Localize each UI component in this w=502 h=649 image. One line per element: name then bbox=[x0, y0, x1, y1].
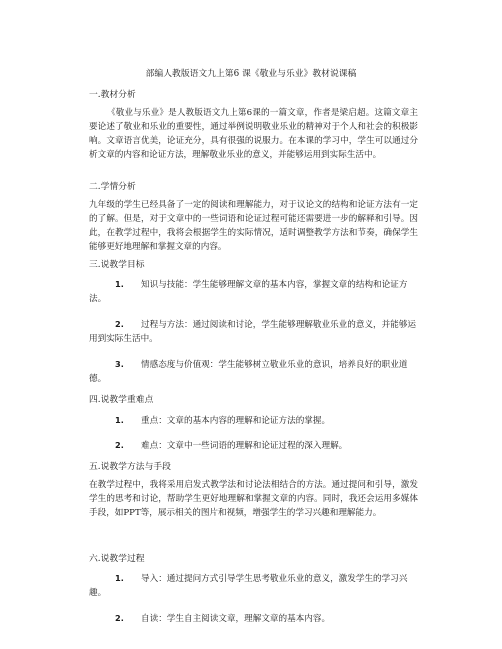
list-item-text: 自读：学生自主阅读文章，理解文章的基本内容。 bbox=[141, 614, 331, 624]
list-item-text: 过程与方法：通过阅读和讨论，学生能够理解敬业乐业的意义，并能够运用到实际生活中。 bbox=[89, 320, 417, 345]
list-item-text: 重点：文章的基本内容的理解和论证方法的掌握。 bbox=[141, 416, 331, 426]
list-item bbox=[89, 317, 418, 346]
section-heading-student-analysis: 二.学情分析 bbox=[89, 182, 136, 192]
section-heading-textbook-analysis: 一.教材分析 bbox=[89, 90, 136, 100]
section-heading-teaching-goals: 三.说教学目标 bbox=[89, 260, 145, 270]
list-item-number: 1. bbox=[115, 279, 124, 289]
list-item-text: 情感态度与价值观：学生能够树立敬业乐业的意识，培养良好的职业道德。 bbox=[89, 360, 408, 385]
list-item-text: 难点：文章中一些词语的理解和论证过程的深入理解。 bbox=[141, 441, 348, 451]
list-item bbox=[89, 571, 418, 600]
list-item-number: 2. bbox=[115, 613, 124, 623]
list-item-number: 2. bbox=[115, 440, 124, 450]
section-heading-key-difficult-points: 四.说教学重难点 bbox=[89, 395, 154, 405]
list-item bbox=[89, 611, 418, 626]
list-item-number: 1. bbox=[115, 415, 124, 425]
list-item-text: 知识与技能：学生能够理解文章的基本内容，掌握文章的结构和论证方法。 bbox=[89, 280, 408, 305]
list-item bbox=[89, 357, 418, 386]
list-item-number: 1. bbox=[115, 573, 124, 583]
list-item bbox=[89, 277, 418, 306]
section-paragraph-textbook-analysis: 《敬业与乐业》是人教版语文九上第6课的一篇文章，作者是梁启超。这篇文章主要论述了敬业和乐业的重要性，通过举例说明敬业乐业的精神对于个人和社会的积极影响。文章语言优美，论证充分，具有很强的说服力。在本课的学习中，学生可以通过分析文章的内容和论证方法，理解敬业乐业的意义，并能够运用到实际生活中。 bbox=[89, 108, 418, 161]
section-heading-teaching-process: 六.说教学过程 bbox=[89, 554, 145, 564]
list-item-text: 导入：通过提问方式引导学生思考敬业乐业的意义，激发学生的学习兴趣。 bbox=[89, 574, 408, 599]
list-item-number: 3. bbox=[115, 359, 124, 369]
document-title: 部编人教版语文九上第6 课《敬业与乐业》教材说课稿 bbox=[145, 69, 357, 79]
section-heading-methods: 五.说教学方法与手段 bbox=[89, 462, 171, 472]
list-item bbox=[89, 438, 418, 453]
list-item-number: 2. bbox=[115, 319, 124, 329]
list-item bbox=[89, 413, 418, 428]
section-paragraph-methods: 在教学过程中，我将采用启发式教学法和讨论法相结合的方法。通过提问和引导，激发学生的思考和讨论，帮助学生更好地理解和掌握文章的内容。同时，我还会运用多媒体手段，如PPT等，展示相关的图片和视频，增强学生的学习兴趣和理解能力。 bbox=[89, 480, 418, 519]
section-paragraph-student-analysis: 九年级的学生已经具备了一定的阅读和理解能力，对于议论文的结构和论证方法有一定的了解。但是，对于文章中的一些词语和论证过程可能还需要进一步的解释和引导。因此，在教学过程中，我将会根据学生的实际情况，适时调整教学方法和节奏，确保学生能够更好地理解和掌握文章的内容。 bbox=[89, 200, 418, 253]
